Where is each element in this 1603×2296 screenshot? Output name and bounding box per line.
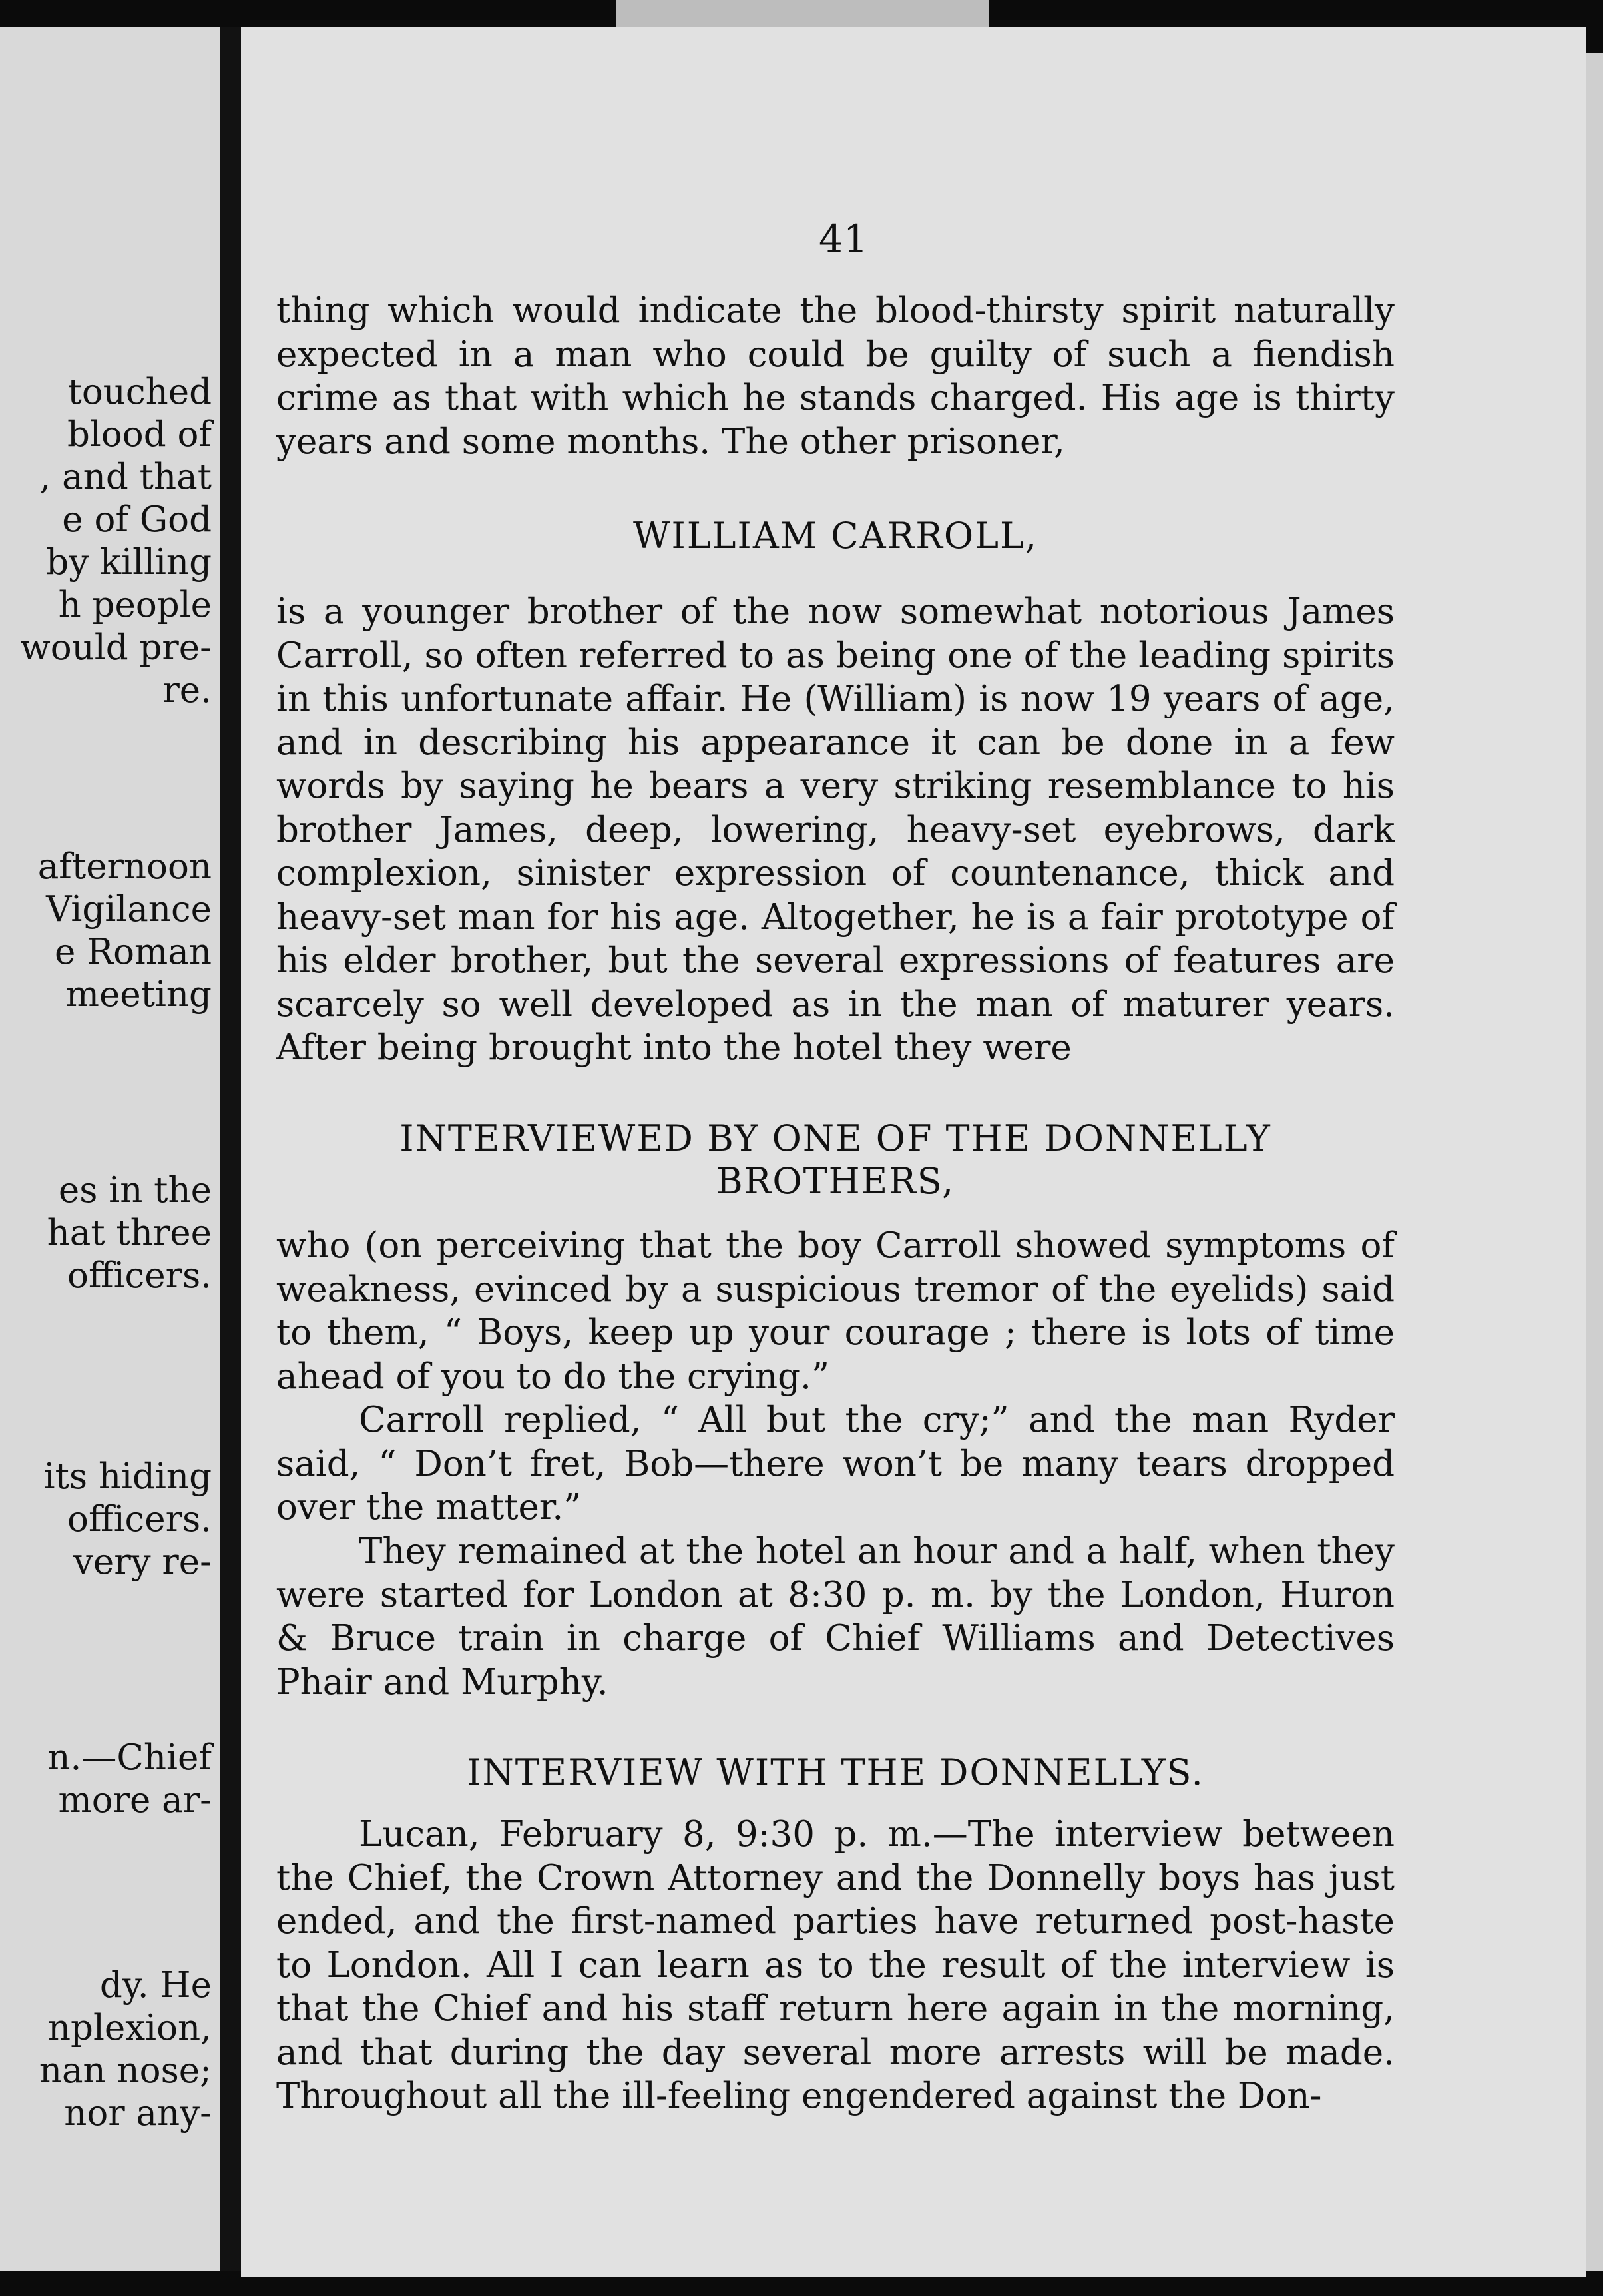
book-gutter [220,27,241,2271]
left-line: nplexion, [47,2008,212,2048]
left-line: very re- [73,1542,212,1582]
paragraph-text: They remained at the hotel an hour and a half, when they were started for London at 8:30 p. m. by the London, Huron & Bruce train in charge of Chief Williams and Detectives Phair and Murphy. [276,1531,1395,1703]
left-line: e of God [62,499,212,540]
interviewed-paragraph [276,1224,1395,1398]
section-heading-carroll [276,515,1395,557]
paragraph-text: who (on perceiving that the boy Carroll showed symptoms of weakness, evinced by a suspicious tremor of the eyelids) said to them, “ Boys, keep up your courage ; there is lots of time ahead of you to do the crying.” [276,1225,1395,1397]
heading-text: INTERVIEW WITH THE DONNELLYS. [467,1751,1204,1793]
left-line: officers. [67,1255,212,1296]
left-line: officers. [67,1499,212,1540]
left-line: hat three [47,1213,212,1253]
left-line: nan nose; [39,2050,212,2091]
paragraph-text: Lucan, February 8, 9:30 p. m.—The interview between the Chief, the Crown Attorney and the Donnelly boys has just ended, and the first-named parties have returned post-haste to London. All I can learn as to the result of the interview is that the Chief and his staff return here again in the morning, and that during the day several more arrests will be made. Throughout all the ill-feeling engendered against the Don- [276,1814,1395,2116]
page-edge [1586,53,1603,2271]
section-heading-interview-donnellys [276,1751,1395,1794]
left-line: , and that [39,457,212,497]
left-line: blood of [67,414,212,455]
left-line: es in the [58,1170,212,1211]
left-line: afternoon [37,846,212,887]
left-line: would pre- [20,627,212,668]
left-line: re. [162,670,212,711]
paragraph-text: Carroll replied, “ All but the cry;” and the man Ryder said, “ Don’t fret, Bob—there won’t be many tears dropped over the matter.” [276,1400,1395,1528]
hotel-paragraph [276,1530,1395,1704]
carroll-paragraph [276,590,1395,1070]
left-line: Vigilance [46,889,212,930]
left-line: more ar- [58,1780,212,1821]
heading-line: INTERVIEWED BY ONE OF THE DONNELLY [399,1117,1271,1159]
heading-text: WILLIAM CARROLL, [632,515,1038,557]
left-line: n.—Chief [47,1737,212,1778]
page-number: 41 [819,216,868,262]
left-line: e Roman [54,932,212,972]
intro-paragraph [276,289,1395,463]
heading-text [276,1117,1395,1203]
paragraph-text: thing which would indicate the blood-thirsty spirit naturally expected in a man who could be guilty of such a fiendish crime as that with which he stands charged. His age is thirty years and some months. The other prisoner, [276,290,1395,462]
section-heading-interviewed [276,1117,1395,1203]
left-line: h people [58,585,212,625]
carroll-reply-paragraph [276,1398,1395,1530]
left-line: touched [67,372,212,412]
left-line: meeting [65,974,212,1015]
scan-top-strip [616,0,989,27]
left-line: nor any- [64,2093,212,2134]
left-line: dy. He [99,1965,212,2006]
paragraph-text: is a younger brother of the now somewhat notorious James Carroll, so often referred to as being one of the leading spirits in this unfortunate affair. He (William) is now 19 years of age, and in describing his appearance it can be done in a few words by saying he bears a very striking resemblance to his brother James, deep, lowering, heavy-set eyebrows, dark complexion, sinister expression of countenance, thick and heavy-set man for his age. Altogether, he is a fair prototype of his elder brother, but the several expressions of features are scarcely so well developed as in the man of maturer years. After being brought into the hotel they were [276,591,1395,1068]
left-line: by killing [46,542,212,583]
left-line: its hiding [43,1456,212,1497]
lucan-paragraph [276,1813,1395,2118]
left-page-fragment [0,27,220,2271]
heading-line: BROTHERS, [716,1160,955,1202]
